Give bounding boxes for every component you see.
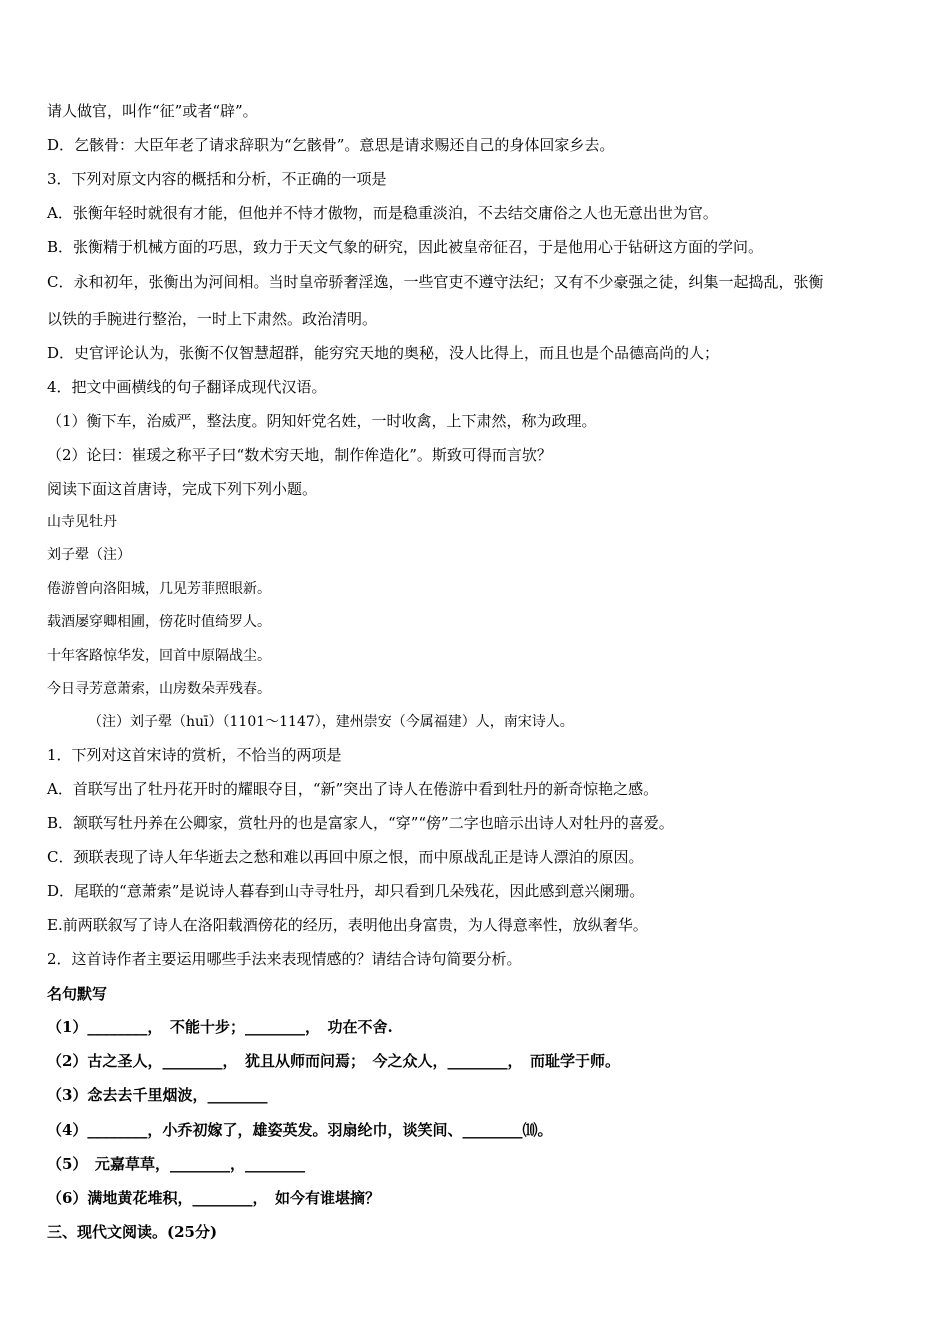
dictation-item-1: （1）________， 不能十步；________， 功在不舍. <box>47 1018 393 1036</box>
dictation-item-5: （5） 元嘉草草，________，________ <box>47 1155 305 1173</box>
poem-option-a: A．首联写出了牡丹花开时的耀眼夺目，“新”突出了诗人在倦游中看到牡丹的新奇惊艳之感。 <box>47 780 659 798</box>
translation-item-1: （1）衡下车，治威严，整法度。阴知奸党名姓，一时收禽，上下肃然，称为政理。 <box>47 412 597 430</box>
option-d-line: D．史官评论认为，张衡不仅智慧超群，能穷究天地的奥秘，没人比得上，而且也是个品德高尚的人； <box>47 344 720 362</box>
option-d-line: D．乞骸骨：大臣年老了请求辞职为“乞骸骨”。意思是请求赐还自己的身体回家乡去。 <box>47 136 615 154</box>
poem-option-d: D．尾联的“意萧索”是说诗人暮春到山寺寻牡丹，却只看到几朵残花，因此感到意兴阑珊。 <box>47 882 645 900</box>
translation-item-2: （2）论曰：崔瑗之称平子曰“数术穷天地，制作侔造化”。斯致可得而言欤？ <box>47 446 552 464</box>
poem-note: （注）刘子翚（huī）（1101～1147），建州崇安（今属福建）人，南宋诗人。 <box>88 714 574 730</box>
section-heading-dictation: 名句默写 <box>47 985 108 1003</box>
poem-option-b: B．颔联写牡丹养在公卿家，赏牡丹的也是富家人，“穿”“傍”二字也暗示出诗人对牡丹的喜爱。 <box>47 814 674 832</box>
option-a-line: A．张衡年轻时就很有才能，但他并不恃才傲物，而是稳重淡泊，不去结交庸俗之人也无意出世为官。 <box>47 204 718 222</box>
poem-question-2: 2．这首诗作者主要运用哪些手法来表现情感的？请结合诗句简要分析。 <box>47 950 522 968</box>
text-line: 请人做官，叫作“征”或者“辟”。 <box>47 102 258 120</box>
question-3-stem: 3．下列对原文内容的概括和分析，不正确的一项是 <box>47 170 387 188</box>
dictation-item-2: （2）古之圣人，________， 犹且从师而问焉； 今之众人，________， 而耻学于师。 <box>47 1052 620 1070</box>
poem-author: 刘子翚（注） <box>47 547 131 563</box>
dictation-item-6: （6）满地黄花堆积，________， 如今有谁堪摘？ <box>47 1189 380 1207</box>
section-heading-modern-reading: 三、现代文阅读。(25分) <box>47 1223 218 1241</box>
poem-verse-4: 今日寻芳意萧索，山房数朵弄残春。 <box>47 681 271 697</box>
poem-question-1-stem: 1．下列对这首宋诗的赏析，不恰当的两项是 <box>47 746 342 764</box>
poem-instruction: 阅读下面这首唐诗，完成下列下列小题。 <box>47 480 318 498</box>
poem-option-c: C．颈联表现了诗人年华逝去之愁和难以再回中原之恨，而中原战乱正是诗人漂泊的原因。 <box>47 848 644 866</box>
poem-verse-2: 载酒屡穿卿相圃，傍花时值绮罗人。 <box>47 614 271 630</box>
poem-title: 山寺见牡丹 <box>47 514 117 530</box>
option-c-line: C．永和初年，张衡出为河间相。当时皇帝骄奢淫逸，一些官吏不遵守法纪；又有不少豪强之徒，纠集一起捣乱，张衡 <box>47 273 824 291</box>
option-b-line: B．张衡精于机械方面的巧思，致力于天文气象的研究，因此被皇帝征召，于是他用心于钻研这方面的学问。 <box>47 238 764 256</box>
poem-option-e: E.前两联叙写了诗人在洛阳载酒傍花的经历，表明他出身富贵，为人得意率性，放纵奢华。 <box>47 916 648 934</box>
question-4-stem: 4．把文中画横线的句子翻译成现代汉语。 <box>47 378 327 396</box>
dictation-item-3: （3）念去去千里烟波，________ <box>47 1086 268 1104</box>
poem-verse-3: 十年客路惊华发，回首中原隔战尘。 <box>47 648 271 664</box>
dictation-item-4: （4）________，小乔初嫁了，雄姿英发。羽扇纶巾，谈笑间、________⑽。 <box>47 1121 553 1139</box>
poem-verse-1: 倦游曾向洛阳城，几见芳菲照眼新。 <box>47 581 271 597</box>
option-c-line-cont: 以铁的手腕进行整治，一时上下肃然。政治清明。 <box>47 310 378 328</box>
